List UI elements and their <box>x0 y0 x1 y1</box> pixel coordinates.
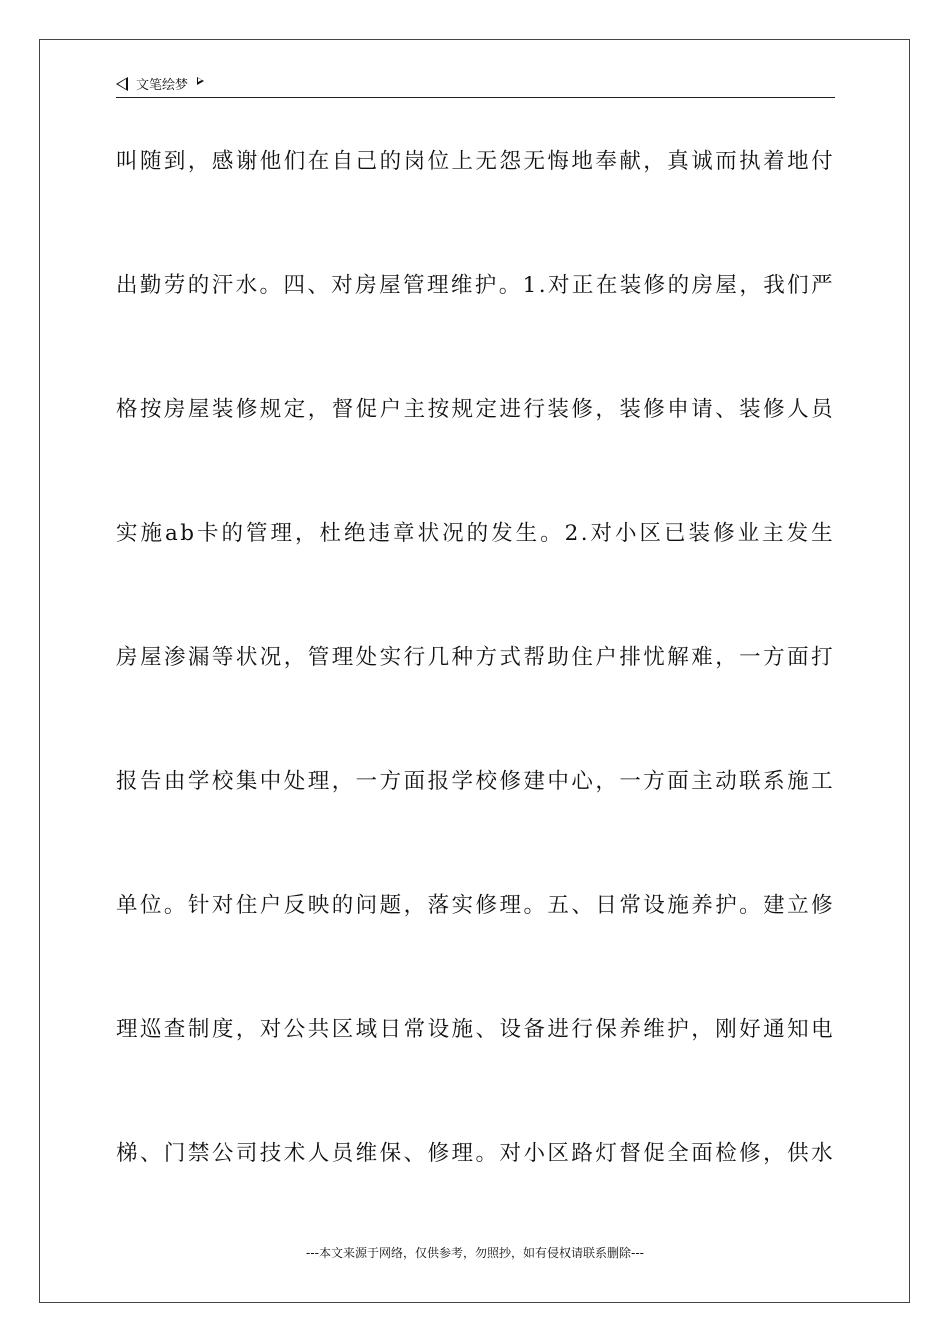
text-line: 理巡查制度，对公共区域日常设施、设备进行保养维护，刚好通知电 <box>116 1017 835 1042</box>
text-line: 叫随到，感谢他们在自己的岗位上无怨无悔地奉献，真诚而执着地付 <box>116 149 835 174</box>
text-line: 格按房屋装修规定，督促户主按规定进行装修，装修申请、装修人员 <box>116 397 835 422</box>
header-title-group <box>116 74 204 93</box>
text-line: 报告由学校集中处理，一方面报学校修建中心，一方面主动联系施工 <box>116 769 835 794</box>
triangle-left-icon <box>116 77 128 91</box>
text-line: 出勤劳的汗水。四、对房屋管理维护。1.对正在装修的房屋，我们严 <box>116 273 835 298</box>
text-line: 梯、门禁公司技术人员维保、修理。对小区路灯督促全面检修，供水 <box>116 1141 835 1166</box>
document-body <box>116 132 835 1248</box>
text-line: 实施ab卡的管理，杜绝违章状况的发生。2.对小区已装修业主发生 <box>116 521 835 546</box>
page-footer: ---本文来源于网络，仅供参考，勿照抄，如有侵权请联系删除--- <box>306 1246 644 1260</box>
triangle-right-icon <box>197 77 204 85</box>
text-line: 单位。针对住户反映的问题，落实修理。五、日常设施养护。建立修 <box>116 893 835 918</box>
header-title: 文笔绘梦 <box>136 78 189 93</box>
page-header <box>116 72 835 98</box>
text-line: 房屋渗漏等状况，管理处实行几种方式帮助住户排忧解难，一方面打 <box>116 645 835 670</box>
